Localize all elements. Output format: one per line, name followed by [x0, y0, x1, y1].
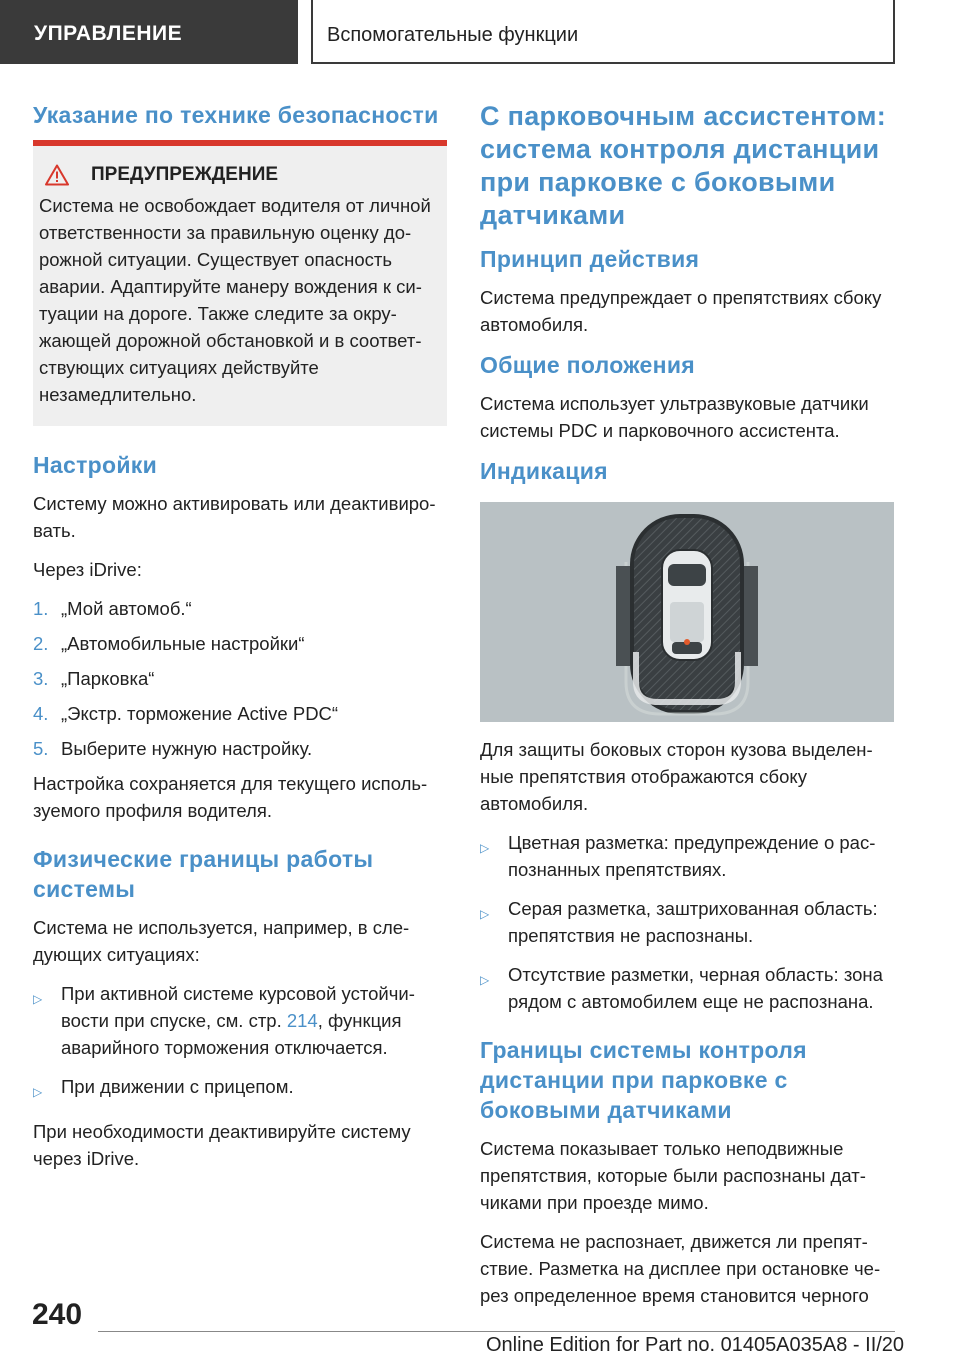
- main-heading: С парковочным ассистентом: система контроля дистанции при парковке с боковыми датчиками: [480, 101, 887, 230]
- display-legend-list: [480, 829, 894, 1015]
- step-item: 3. „Парковка“: [33, 668, 155, 689]
- step-item: 5. Выберите нужную настройку.: [33, 738, 313, 759]
- footer-divider: [98, 1331, 895, 1332]
- warning-title-row: [39, 164, 441, 186]
- page-link[interactable]: 214: [286, 1010, 318, 1031]
- parking-display-illustration: [480, 502, 894, 722]
- step-item: 4. „Экстр. торможение Active PDC“: [33, 703, 339, 724]
- limits-heading: Физические границы работы системы: [33, 846, 374, 902]
- warning-text: Система не освобождает водителя от личной ответственности за правильную оценку дорожной ситуации. Существует опасность аварии. Адаптируйте манеру вождения к ситуации на дороге. Также следите за окружающей дорожной обстановкой и в соответствующих ситуациях действуйте незамедлительно.: [39, 195, 431, 405]
- settings-steps: [33, 595, 447, 762]
- step-item: 2. „Автомобильные настройки“: [33, 633, 305, 654]
- warning-triangle-icon: [45, 164, 69, 186]
- header-section-label: УПРАВЛЕНИЕ: [34, 22, 183, 45]
- warning-box: [33, 146, 447, 426]
- bullet-triangle-icon: ▷: [480, 907, 490, 921]
- list-item: ▷ При активной системе курсовой устойчивости при спуске, см. стр. 214, функция аварийного торможения отключается.: [33, 980, 447, 1061]
- header-chapter-label: Вспомогательные функции: [327, 24, 579, 46]
- parking-display-figure: [480, 502, 894, 722]
- list-item: ▷ Отсутствие разметки, черная область: зона рядом с автомобилем еще не распознана.: [480, 961, 894, 1015]
- warning-title: ПРЕДУПРЕЖДЕНИЕ: [91, 164, 279, 185]
- list-item: ▷ При движении с прицепом.: [33, 1073, 447, 1106]
- list-item: ▷ Цветная разметка: предупреждение о распознанных препятствиях.: [480, 829, 894, 883]
- settings-via-idrive: Через iDrive:: [33, 559, 142, 580]
- bullet-triangle-icon: ▷: [480, 841, 490, 855]
- bullet-triangle-icon: ▷: [480, 973, 490, 987]
- principle-heading: Принцип действия: [480, 246, 700, 272]
- bounds-text-1: Система показывает только неподвижные препятствия, которые были распознаны датчиками при проезде мимо.: [480, 1138, 866, 1213]
- safety-heading: Указание по технике безопасности: [33, 102, 439, 128]
- limits-deactivate-note: При необходимости деактивируйте систему через iDrive.: [33, 1121, 411, 1169]
- settings-profile-note: Настройка сохраняется для текущего используемого профиля водителя.: [33, 773, 428, 821]
- bullet-triangle-icon: ▷: [33, 1085, 43, 1099]
- right-column: [480, 100, 894, 1321]
- footer-edition: Online Edition for Part no. 01405A035A8 - II/20: [486, 1334, 905, 1356]
- general-heading: Общие положения: [480, 352, 695, 378]
- list-item: ▷ Серая разметка, заштрихованная область: препятствия не распознаны.: [480, 895, 894, 949]
- bounds-heading: Границы системы контроля дистанции при парковке с боковыми датчиками: [480, 1037, 807, 1123]
- step-item: 1. „Мой автомоб.“: [33, 598, 192, 619]
- display-heading: Индикация: [480, 458, 608, 484]
- limits-list: [33, 980, 447, 1106]
- bounds-text-2: Система не распознает, движется ли препятствие. Разметка на дисплее при остановке через определенное время становится черного: [480, 1231, 881, 1306]
- page-number: 240: [32, 1298, 83, 1331]
- settings-intro: Систему можно активировать или деактивировать.: [33, 493, 436, 541]
- limits-intro: Система не используется, например, в следующих ситуациях:: [33, 917, 410, 965]
- header-section-tab: [0, 0, 298, 64]
- header-chapter-tab: [311, 0, 895, 64]
- display-caption: Для защиты боковых сторон кузова выделенные препятствия отображаются сбоку автомобиля.: [480, 739, 873, 814]
- left-column: [33, 100, 447, 1184]
- general-text: Система использует ультразвуковые датчики системы PDC и парковочного ассистента.: [480, 393, 869, 441]
- settings-heading: Настройки: [33, 452, 158, 478]
- principle-text: Система предупреждает о препятствиях сбоку автомобиля.: [480, 287, 882, 335]
- bullet-triangle-icon: ▷: [33, 992, 43, 1006]
